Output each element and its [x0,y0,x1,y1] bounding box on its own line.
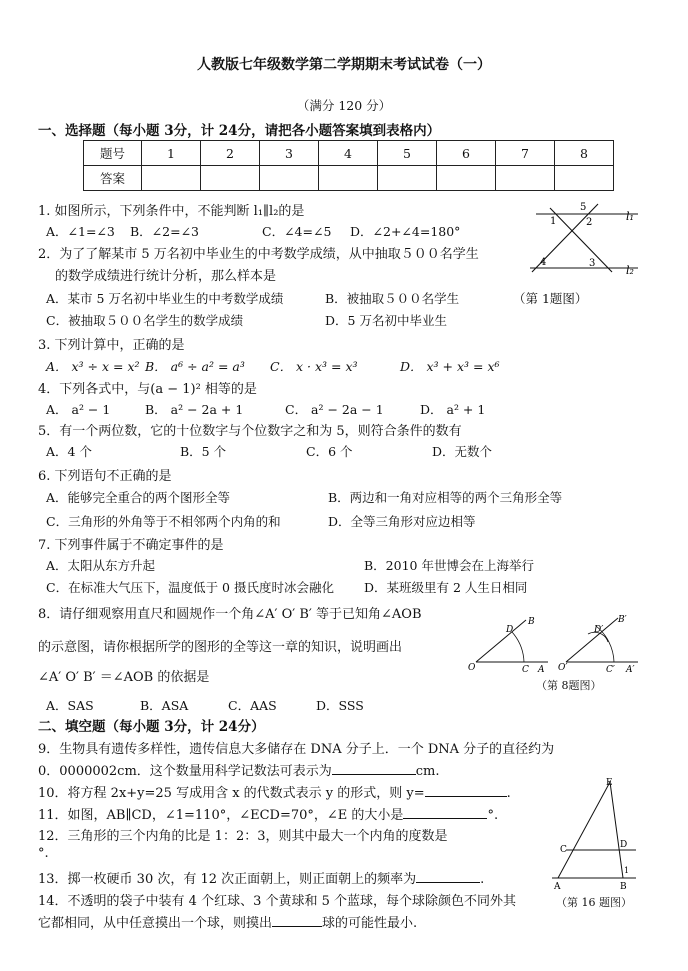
answer-cell[interactable] [260,166,319,191]
table-label-answer: 答案 [84,166,142,191]
q13-text-b: . [480,872,485,887]
fig8-label-a: A [538,665,545,675]
fig16-label-e: E [606,778,613,788]
fig8-label-d: D [506,625,514,635]
q2-option-b: B．被抽取５００名学生 [325,291,460,306]
q11-text-b: °. [487,808,499,823]
q11-text-a: 11．如图，AB∥CD，∠1=110°，∠ECD=70°，∠E 的大小是 [38,808,404,823]
q3-option-d: D． x³ + x³ = x⁶ [400,359,500,374]
q10-line [38,782,511,801]
fig16-label-b: B [620,882,627,892]
q8-figure-caption: （第 8题图） [536,679,602,692]
table-cell-number: 3 [260,141,319,166]
table-cell-number: 5 [378,141,437,166]
table-cell-number: 8 [555,141,614,166]
q1-option-d: D．∠2+∠4=180° [350,224,461,239]
q8-option-a: A．SAS [46,698,94,713]
fig1-label-1: 1 [550,216,557,227]
q11-line [38,804,498,823]
fig8-label-a2: A′ [626,665,635,675]
fig1-label-3: 3 [589,258,596,269]
q8-figure [466,612,666,682]
q5-option-a: A．4 个 [46,444,92,459]
q5-option-c: C．6 个 [306,444,353,459]
answer-table-number-row [84,141,614,166]
q3-stem: 3. 下列计算中，正确的是 [38,338,185,353]
table-label-number: 题号 [84,141,142,166]
fig1-label-l1: l₁ [626,210,634,223]
fig16-label-1: 1 [624,866,630,875]
q2-option-c: C．被抽取５００名学生的数学成绩 [46,313,244,328]
fig16-label-d: D [620,840,628,850]
answer-cell[interactable] [437,166,496,191]
fig8-label-b2: B′ [618,615,627,625]
q8-stem-line3: ∠A′ O′ B′ ＝∠AOB 的依据是 [38,670,210,685]
q3-option-a: A． x³ ÷ x = x² [46,359,140,374]
q6-option-c: C．三角形的外角等于不相邻两个内角的和 [46,514,281,529]
q8-stem-line1: 8．请仔细观察用直尺和圆规作一个角∠A′ O′ B′ 等于已知角∠AOB [38,607,422,622]
q8-option-b: B．ASA [140,698,189,713]
q1-option-b: B．∠2=∠3 [130,224,200,239]
q12-line1: 12．三角形的三个内角的比是 1：2：3，则其中最大一个内角的度数是 [38,829,448,844]
fig8-label-c2: C′ [606,665,615,675]
page-subtitle: （满分 120 分） [296,98,392,113]
q7-option-d: D．某班级里有 2 人生日相同 [364,580,528,595]
table-cell-number: 1 [142,141,201,166]
fig1-label-2: 2 [586,217,593,228]
q10-answer-blank[interactable] [425,784,507,797]
q8-option-c: C．AAS [228,698,277,713]
q6-stem: 6. 下列语句不正确的是 [38,469,172,484]
answer-cell[interactable] [496,166,555,191]
transversal-1 [550,208,612,272]
q8-option-d: D．SSS [316,698,364,713]
fig16-label-c: C [560,845,567,855]
table-cell-number: 6 [437,141,496,166]
fig8-label-o2: O′ [558,663,568,673]
fig16-line-eb [610,782,623,878]
q3-option-c: C． x · x³ = x³ [270,359,358,374]
fig8-label-c: C [522,665,529,675]
q5-option-b: B．5 个 [180,444,227,459]
fig8-label-o: O [468,663,476,673]
fig16-line-ae [558,782,610,878]
answer-cell[interactable] [142,166,201,191]
q14-text-a: 它都相同，从中任意摸出一个球，则摸出 [38,916,273,931]
answer-table [83,140,614,191]
q12-line2: °. [38,846,49,861]
q9-line2 [38,760,440,779]
q11-answer-blank[interactable] [403,806,487,819]
answer-cell[interactable] [555,166,614,191]
q2-option-d: D．5 万名初中毕业生 [325,313,447,328]
q1-stem: 1. 如图所示，下列条件中，不能判断 l₁∥l₂的是 [38,204,305,219]
q4-option-d: D． a² + 1 [420,402,486,417]
section1-title: 一、选择题（每小题 3分，计 24分，请把各小题答案填到表格内） [38,123,441,139]
q8-stem-line2: 的示意图，请你根据所学的图形的全等这一章的知识，说明画出 [38,640,403,655]
q7-option-b: B．2010 年世博会在上海举行 [364,558,534,573]
q14-line1: 14．不透明的袋子中装有 4 个红球、3 个黄球和 5 个蓝球，每个球除颜色不同外其 [38,894,517,909]
q14-line2 [38,912,417,931]
fig1-label-4: 4 [540,257,547,268]
table-cell-number: 7 [496,141,555,166]
q10-text-a: 10．将方程 2x+y=25 写成用含 x 的代数式表示 y 的形式，则 y= [38,786,425,801]
q1-option-c: C．∠4=∠5 [262,224,332,239]
q5-stem: 5．有一个两位数，它的十位数字与个位数字之和为 5，则符合条件的数有 [38,424,462,439]
fig16-caption: （第 16 题图） [556,896,632,909]
fig1-label-5: 5 [580,202,587,213]
q4-option-b: B． a² − 2a + 1 [145,402,244,417]
q9-answer-blank[interactable] [332,762,416,775]
q9-line1: 9．生物具有遗传多样性，遗传信息大多储存在 DNA 分子上．一个 DNA 分子的直径约为 [38,742,555,757]
q6-option-a: A．能够完全重合的两个图形全等 [46,490,231,505]
q6-option-b: B．两边和一角对应相等的两个三角形全等 [328,490,563,505]
q2-stem-line2: 的数学成绩进行统计分析，那么样本是 [55,269,277,284]
q1-option-a: A．∠1=∠3 [46,224,115,239]
q1-figure-caption: （第 1题图） [513,291,588,306]
table-cell-number: 4 [319,141,378,166]
table-cell-number: 2 [201,141,260,166]
fig8-arc [512,632,524,662]
section2-title: 二、填空题（每小题 3分，计 24分） [38,719,265,735]
q4-stem: 4．下列各式中，与(a − 1)² 相等的是 [38,382,257,397]
q10-text-b: . [506,786,511,801]
fig16-figure [548,775,648,895]
answer-cell[interactable] [378,166,437,191]
fig1-label-l2: l₂ [626,264,634,277]
q7-option-a: A．太阳从东方升起 [46,558,156,573]
q9-text-a: 0．0000002cm．这个数量用科学记数法可表示为 [38,764,332,779]
q2-option-a: A．某市 5 万名初中毕业生的中考数学成绩 [46,291,284,306]
q14-answer-blank[interactable] [272,914,322,927]
q9-text-b: cm. [415,764,440,779]
q7-stem: 7. 下列事件属于不确定事件的是 [38,538,224,553]
q13-answer-blank[interactable] [416,870,480,883]
answer-cell[interactable] [319,166,378,191]
answer-table-answer-row [84,166,614,191]
q5-option-d: D．无数个 [432,444,493,459]
fig16-label-a: A [554,882,561,892]
q13-line [38,868,484,887]
q3-option-b: B． a⁶ ÷ a² = a³ [145,359,245,374]
q14-text-b: 球的可能性最小. [322,916,418,931]
q2-stem-line1: 2．为了了解某市 5 万名初中毕业生的中考数学成绩，从中抽取５００名学生 [38,247,479,262]
q6-option-d: D．全等三角形对应边相等 [328,514,476,529]
q4-option-c: C． a² − 2a − 1 [285,402,384,417]
q7-option-c: C．在标准大气压下，温度低于 0 摄氏度时冰会融化 [46,580,334,595]
answer-cell[interactable] [201,166,260,191]
q4-option-a: A． a² − 1 [46,402,111,417]
fig8-label-d2: D′ [594,625,604,635]
fig8-ray-o2b2 [566,618,618,662]
page-title: 人教版七年级数学第二学期期末考试试卷（一） [197,57,491,73]
q13-text-a: 13．掷一枚硬币 30 次，有 12 次正面朝上，则正面朝上的频率为 [38,872,417,887]
fig8-label-b: B [528,617,535,627]
